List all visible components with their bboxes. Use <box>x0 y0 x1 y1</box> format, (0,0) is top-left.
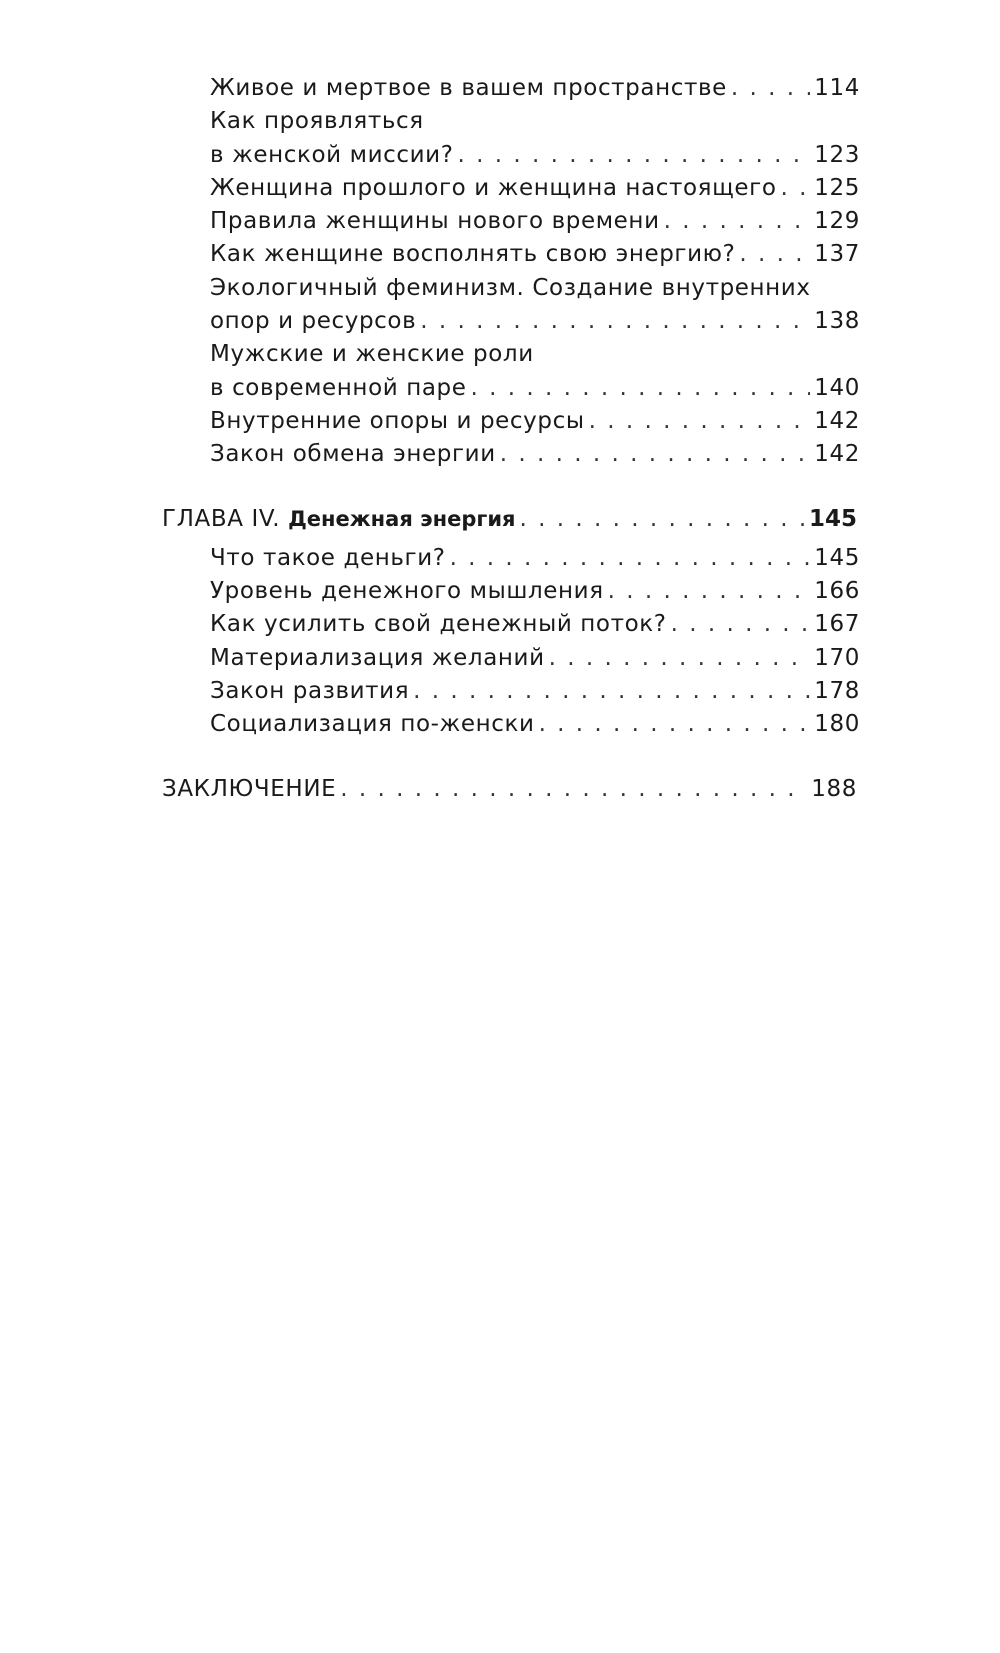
toc-entry <box>210 172 860 205</box>
page-number: 129 <box>814 208 860 235</box>
toc-entry-line <box>210 72 860 105</box>
toc-entry-title <box>162 503 516 536</box>
chapter-prefix: ГЛАВА IV. <box>162 505 289 532</box>
toc-entry-line <box>210 139 860 172</box>
page-number: 167 <box>814 611 860 638</box>
dot-leader <box>671 608 811 641</box>
toc-chapter-line <box>162 503 857 536</box>
toc-entry <box>210 205 860 238</box>
toc-entry-title: Мужские и женские роли <box>210 341 534 368</box>
page-number: 166 <box>814 578 860 605</box>
dot-leader <box>340 773 807 806</box>
toc-entry <box>210 105 860 138</box>
toc-entry-title: Экологичный феминизм. Создание внутренних <box>210 274 811 301</box>
page-number: 125 <box>814 174 860 201</box>
toc-entry <box>210 272 860 305</box>
toc-entry <box>210 405 860 438</box>
toc-entry <box>210 305 860 338</box>
toc-entry-line <box>210 608 860 641</box>
dot-leader <box>539 708 811 741</box>
toc-entry <box>162 503 857 536</box>
toc-entry-title: Закон развития <box>210 678 410 705</box>
dot-leader <box>420 305 810 338</box>
toc-entry <box>210 338 860 371</box>
dot-leader <box>731 72 810 105</box>
toc-entry-line <box>210 305 860 338</box>
dot-leader <box>470 372 810 405</box>
dot-leader <box>549 642 811 675</box>
dot-leader <box>450 542 811 575</box>
toc-entry <box>210 608 860 641</box>
toc-entry <box>210 708 860 741</box>
dot-leader <box>780 172 810 205</box>
toc-entry-title: ЗАКЛЮЧЕНИЕ <box>162 775 337 802</box>
page-number: 140 <box>814 374 860 401</box>
toc-entry-title: в женской миссии? <box>210 141 454 168</box>
toc-entry-title: опор и ресурсов <box>210 308 417 335</box>
toc-entry-line <box>210 372 860 405</box>
toc-entry-line <box>210 405 860 438</box>
toc-entry <box>210 438 860 471</box>
dot-leader <box>500 438 811 471</box>
toc-entry-title: Как проявляться <box>210 108 424 135</box>
toc-entry-title: Что такое деньги? <box>210 544 446 571</box>
dot-leader <box>608 575 811 608</box>
toc-entry-title: Живое и мертвое в вашем пространстве <box>210 75 727 101</box>
toc-entry-line <box>210 172 860 205</box>
dot-leader <box>413 675 810 708</box>
toc-entry-line <box>210 238 860 271</box>
page-number: 137 <box>814 241 860 268</box>
table-of-contents <box>0 72 1000 806</box>
toc-entry-title: в современной паре <box>210 374 467 401</box>
toc-entry-line <box>210 438 860 471</box>
toc-entry-line <box>210 708 860 741</box>
toc-entry-title: Внутренние опоры и ресурсы <box>210 407 585 434</box>
page-number: 145 <box>814 544 860 571</box>
toc-entry-line <box>210 575 860 608</box>
toc-entry-title: Социализация по-женски <box>210 711 535 738</box>
toc-entry <box>210 372 860 405</box>
toc-entry-line <box>210 642 860 675</box>
page-number: 114 <box>814 75 860 101</box>
toc-entry <box>210 642 860 675</box>
toc-entry-line <box>210 338 860 371</box>
toc-entry-title: Как женщине восполнять свою энергию? <box>210 241 736 268</box>
page-number: 142 <box>814 441 860 468</box>
toc-entry-line <box>210 105 860 138</box>
toc-entry <box>210 139 860 172</box>
toc-entry <box>162 773 857 806</box>
toc-entry-line <box>210 542 860 575</box>
toc-entry <box>210 542 860 575</box>
page-number: 180 <box>814 711 860 738</box>
toc-entry-title: Закон обмена энергии <box>210 441 496 468</box>
toc-entry-title: Материализация желаний <box>210 644 545 671</box>
toc-entry <box>210 675 860 708</box>
dot-leader <box>589 405 811 438</box>
toc-entry-title: Правила женщины нового времени <box>210 208 660 235</box>
toc-entry <box>210 72 860 105</box>
page-number: 138 <box>814 308 860 335</box>
toc-entry <box>210 238 860 271</box>
dot-leader <box>739 238 810 271</box>
page-number: 145 <box>808 505 857 532</box>
toc-entry-title: Уровень денежного мышления <box>210 578 604 605</box>
toc-entry <box>210 575 860 608</box>
page-number: 123 <box>814 141 860 168</box>
toc-entry-line <box>210 205 860 238</box>
page-number: 188 <box>811 775 857 802</box>
dot-leader <box>664 205 811 238</box>
toc-entry-line <box>210 675 860 708</box>
page-number: 178 <box>814 678 860 705</box>
page-number: 142 <box>814 407 860 434</box>
toc-chapter-line <box>162 773 857 806</box>
chapter-title: Денежная энергия <box>288 506 516 531</box>
dot-leader <box>520 503 805 536</box>
page-number: 170 <box>814 644 860 671</box>
toc-entry-title: Женщина прошлого и женщина настоящего <box>210 174 777 201</box>
toc-entry-title: Как усилить свой денежный поток? <box>210 611 667 638</box>
toc-entry-line <box>210 272 860 305</box>
dot-leader <box>458 139 811 172</box>
